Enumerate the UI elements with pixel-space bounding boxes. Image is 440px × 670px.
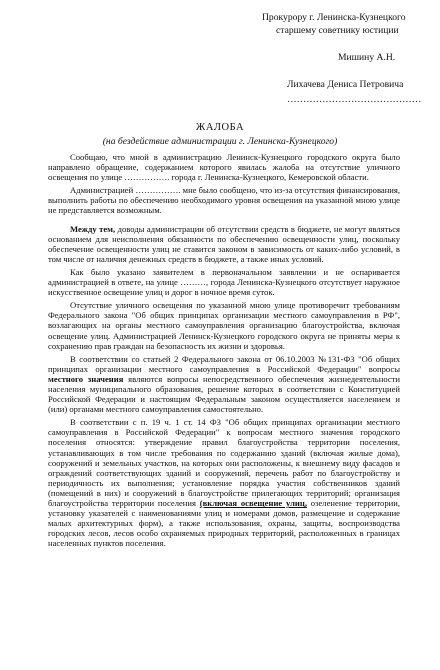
document-title: ЖАЛОБА — [195, 122, 245, 133]
sender-name: Лихачева Дениса Петровича — [287, 79, 404, 90]
paragraph-1: Сообщаю, что мной в администрацию Ленинск-Кузнецкого городского округа было направлено обращение, содержанием которого явилась жалоба на отсутствие уличного освещения по улице ……………. города г. Ленинска-Кузнецкого, Кемеровской области. — [48, 152, 400, 183]
paragraph-7: В соответствии с п. 19 ч. 1 ст. 14 ФЗ "Об общих принципах организации местного самоуправления в Российской Федерации" к вопросам местного значения городского поселения относятся: утверждение правил благоустройства территории поселения, устанавливающих в том числе требования по содержанию зданий (включая жилые дома), сооружений и земельных участков, на которых они расположены, к внешнему виду фасадов и ограждений соответствующих зданий и сооружений, перечень работ по благоустройству и периодичность их выполнения; установление порядка участия собственников зданий (помещений в них) и сооружений в благоустройстве прилегающих территорий; организация благоустройства территории поселения (включая освещение улиц, озеленение территории, установку указателей с наименованиями улиц и номерами домов, размещение и содержание малых архитектурных форм), а также использования, охраны, защиты, воспроизводства городских лесов, лесов особо охраняемых природных территорий, расположенных в границах населенных пунктов поселения. — [48, 417, 400, 549]
emphasis-local-significance: местного значения — [48, 373, 124, 384]
document-subtitle: (на бездействие администрации г. Ленинска-Кузнецкого) — [102, 136, 338, 147]
paragraph-6: В соответствии со статьей 2 Федерального закона от 06.10.2003 №131-ФЗ "Об общих принципах организации местного самоуправления в Российской Федерации" вопросы местного значения являются вопросы непосредственного обеспечения жизнедеятельности населения муниципального образования, решение которых в соответствии с Конституцией Российской Федерации и настоящим Федеральным законом осуществляется населением и (или) органами местного самоуправления самостоятельно. — [48, 353, 401, 415]
paragraph-5: Отсутствие уличного освещения по указанной мною улице противоречит требованиям Федерального закона "Об общих принципах организации местного самоуправления в РФ", возлагающих на органы местного самоуправления организацию благоустройства, включая освещение улиц. Администрацией Ленинск-Кузнецкого городского округа не приняты меры к сохранению прав граждан на безопасность их жизни и здоровья. — [48, 300, 400, 351]
emphasis-street-lighting: (включая освещение улиц, — [199, 498, 307, 508]
recipient-name: Мишину А.Н. — [338, 52, 396, 63]
recipient-line-2: старшему советнику юстиции — [276, 25, 399, 36]
paragraph-2: Администрацией ……………. мне было сообщено, что из-за отсутствия финансирования, выполнить работы по обеспечению необходимого уровня освещения на указанной мною улице не представляется возможным. — [48, 185, 401, 216]
paragraph-4: Как было указано заявителем в первоначальном заявлении и не оспаривается администрацией в ответе, на улице ………, города Ленинска-Кузнецкого отсутствует наружное искусственное освещение улиц и дорог в ночное время суток. — [48, 266, 400, 298]
recipient-line-1: Прокурору г. Ленинска-Кузнецкого — [262, 12, 406, 23]
sender-details-placeholder: …………………………………… — [287, 94, 422, 105]
paragraph-3: Между тем, доводы администрации об отсутствии средств в бюджете, не могут являться основанием для неисполнения обязанности по обеспечению освещенности улиц, поскольку обеспечение освещенности улиц не ставится законом в зависимость от каких-либо условий, в том числе от наличия денежных средств в бюджете, а также иных условий. — [48, 223, 401, 264]
emphasis-however: Между тем, — [70, 223, 116, 234]
complaint-body — [48, 152, 400, 551]
